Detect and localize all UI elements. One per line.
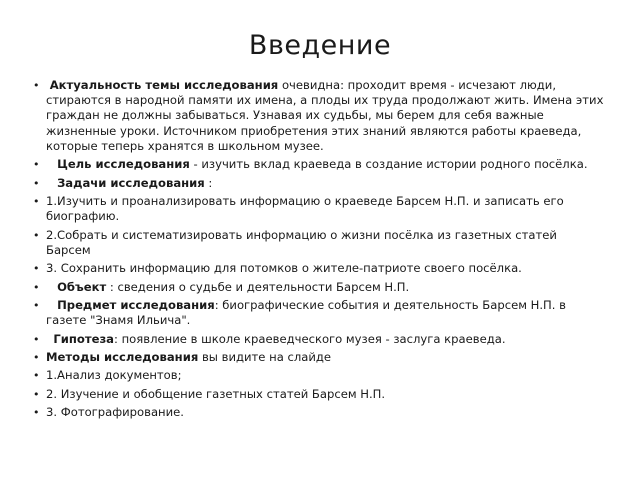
item-text: : появление в школе краеведческого музея - заслуга краеведа.: [114, 331, 506, 346]
item-lead: Цель исследования: [57, 157, 190, 172]
list-item: [34, 78, 604, 154]
item-lead: Предмет исследования: [57, 297, 215, 312]
bullet-list: [34, 78, 604, 424]
list-item: [34, 298, 604, 328]
list-item: [34, 368, 604, 383]
bullet-icon: •: [33, 158, 40, 172]
item-text: вы видите на слайде: [198, 349, 332, 364]
item-text: :: [204, 175, 213, 190]
item-text: : биографические события и деятельность Барсем Н.П. в газете "Знамя Ильича".: [46, 297, 566, 328]
item-text: 3. Сохранить информацию для потомков о жителе-патриоте своего посёлка.: [46, 261, 522, 276]
item-text: 2. Изучение и обобщение газетных статей Барсем Н.П.: [46, 386, 386, 401]
bullet-icon: •: [33, 298, 40, 312]
list-item: [34, 387, 604, 402]
item-text: - изучить вклад краеведа в создание истории родного посёлка.: [189, 157, 588, 172]
item-lead: Объект: [57, 279, 107, 294]
item-text: очевидна: проходит время - исчезают люди, стираются в народной памяти их имена, а плоды их труда продолжают жить. Имена этих граждан не должны забываться. Узнавая их судьбы, мы берем для себя важные жизненные уроки. Источником приобретения этих знаний являются работы краеведа, которые теперь хранятся в школьном музее.: [46, 78, 604, 153]
bullet-icon: •: [33, 332, 40, 346]
bullet-icon: •: [33, 387, 40, 401]
item-text: 3. Фотографирование.: [46, 405, 184, 420]
list-item: [34, 261, 604, 276]
item-lead: Гипотеза: [53, 331, 115, 346]
item-lead: Актуальность темы исследования: [49, 78, 279, 92]
item-text: 1.Изучить и проанализировать информацию о краеведе Барсем Н.П. и записать его биографию.: [46, 193, 564, 224]
bullet-icon: •: [33, 406, 40, 420]
bullet-icon: •: [33, 194, 40, 208]
slide-title: Введение: [248, 30, 392, 61]
list-item: [34, 350, 604, 365]
bullet-icon: •: [33, 176, 40, 190]
list-item: [34, 332, 604, 347]
bullet-icon: •: [33, 280, 40, 294]
item-lead: Методы исследования: [46, 349, 199, 364]
bullet-icon: •: [33, 350, 40, 364]
bullet-icon: •: [33, 228, 40, 242]
bullet-icon: •: [33, 262, 40, 276]
list-item: [34, 194, 604, 224]
bullet-icon: •: [33, 369, 40, 383]
item-lead: Задачи исследования: [57, 175, 205, 190]
list-item: [34, 157, 604, 172]
bullet-icon: •: [33, 79, 40, 92]
item-text: : сведения о судьбе и деятельности Барсем Н.П.: [106, 279, 410, 294]
list-item: [34, 280, 604, 295]
item-text: 2.Собрать и систематизировать информацию о жизни посёлка из газетных статей Барсем: [46, 227, 557, 257]
list-item: [34, 405, 604, 420]
list-item: [34, 228, 604, 258]
item-text: 1.Анализ документов;: [46, 368, 182, 383]
list-item: [34, 176, 604, 191]
